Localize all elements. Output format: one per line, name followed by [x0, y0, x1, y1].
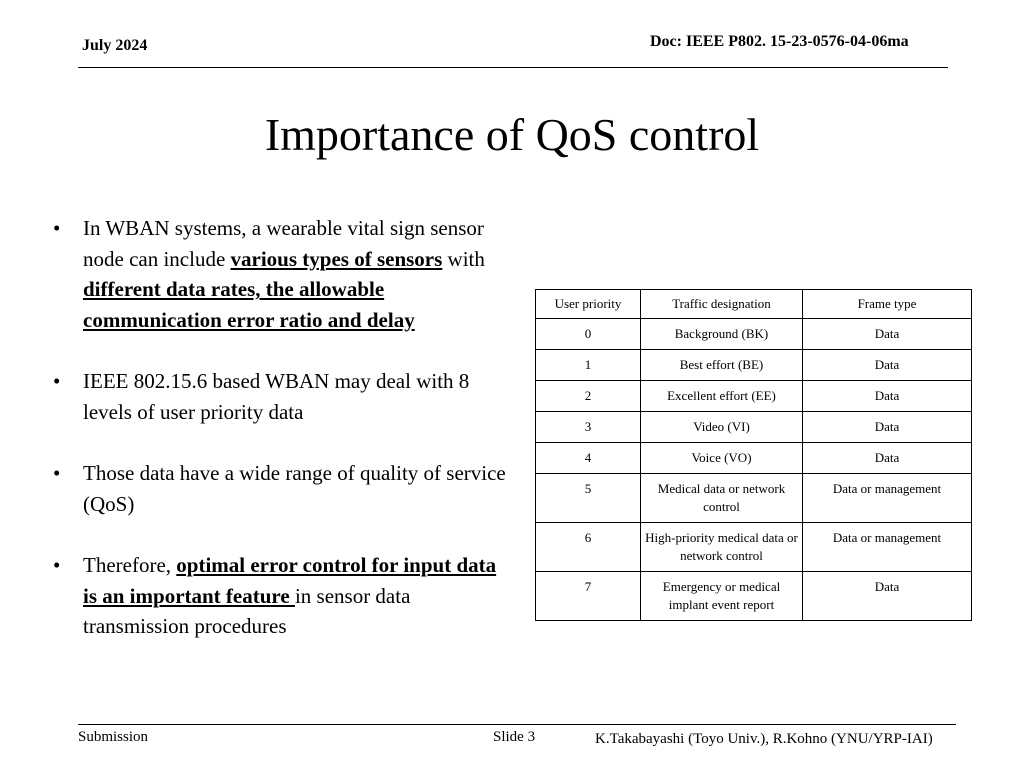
footer-authors: K.Takabayashi (Toyo Univ.), R.Kohno (YNU/YRP-IAI): [595, 731, 933, 747]
cell-user-priority: 6: [536, 523, 641, 572]
footer-submission: Submission: [78, 729, 149, 745]
cell-traffic-designation: Video (VI): [641, 412, 803, 443]
cell-frame-type: Data: [803, 412, 972, 443]
cell-traffic-designation: Excellent effort (EE): [641, 381, 803, 412]
cell-user-priority: 0: [536, 319, 641, 350]
header-doc-id: Doc: IEEE P802. 15-23-0576-04-06ma: [650, 33, 909, 50]
user-priority-table: [535, 289, 972, 621]
bullet-item: [48, 458, 508, 519]
bullet-item: [48, 366, 508, 427]
bullet-dot-icon: •: [53, 553, 61, 577]
bullet-text: Those data have a wide range of quality of service (QoS): [83, 461, 506, 516]
bullet-list: [48, 213, 508, 673]
cell-frame-type: Data: [803, 443, 972, 474]
table-row: [536, 412, 972, 443]
cell-traffic-designation: Best effort (BE): [641, 350, 803, 381]
column-header-frame-type: Frame type: [803, 290, 972, 319]
cell-user-priority: 1: [536, 350, 641, 381]
cell-frame-type: Data: [803, 350, 972, 381]
slide-title: Importance of QoS control: [264, 109, 760, 160]
bullet-item: [48, 213, 508, 335]
cell-user-priority: 5: [536, 474, 641, 523]
table-header-row: [536, 290, 972, 319]
table-row: [536, 381, 972, 412]
column-header-user-priority: User priority: [536, 290, 641, 319]
header-date: July 2024: [82, 37, 148, 54]
cell-traffic-designation: Emergency or medical implant event report: [641, 572, 803, 621]
bullet-dot-icon: •: [53, 216, 61, 240]
table-row: [536, 350, 972, 381]
table-row: [536, 523, 972, 572]
table-row: [536, 572, 972, 621]
cell-traffic-designation: High-priority medical data or network control: [641, 523, 803, 572]
bullet-dot-icon: •: [53, 369, 61, 393]
column-header-traffic-designation: Traffic designation: [641, 290, 803, 319]
cell-frame-type: Data or management: [803, 474, 972, 523]
cell-user-priority: 2: [536, 381, 641, 412]
cell-frame-type: Data: [803, 572, 972, 621]
emphasis-text: different data rates, the allowable communication error ratio and delay: [83, 277, 415, 332]
bullet-text: In WBAN systems, a wearable vital sign sensor node can include various types of sensors with different data rates, the allowable communication error ratio and delay: [83, 216, 485, 332]
header-rule: [78, 67, 948, 68]
cell-user-priority: 3: [536, 412, 641, 443]
cell-traffic-designation: Medical data or network control: [641, 474, 803, 523]
bullet-dot-icon: •: [53, 461, 61, 485]
cell-frame-type: Data: [803, 319, 972, 350]
cell-frame-type: Data or management: [803, 523, 972, 572]
table-row: [536, 474, 972, 523]
cell-user-priority: 7: [536, 572, 641, 621]
cell-traffic-designation: Background (BK): [641, 319, 803, 350]
bullet-text: Therefore, optimal error control for input data is an important feature in sensor data transmission procedures: [83, 553, 497, 638]
bullet-text: IEEE 802.15.6 based WBAN may deal with 8 levels of user priority data: [83, 369, 470, 424]
cell-user-priority: 4: [536, 443, 641, 474]
footer-slide-number: Slide 3: [493, 729, 536, 745]
emphasis-text: optimal error control for input data is an important feature: [83, 553, 497, 608]
table-row: [536, 319, 972, 350]
footer-rule: [78, 724, 956, 725]
cell-traffic-designation: Voice (VO): [641, 443, 803, 474]
emphasis-text: various types of sensors: [230, 246, 443, 271]
cell-frame-type: Data: [803, 381, 972, 412]
bullet-item: [48, 550, 508, 642]
table-row: [536, 443, 972, 474]
